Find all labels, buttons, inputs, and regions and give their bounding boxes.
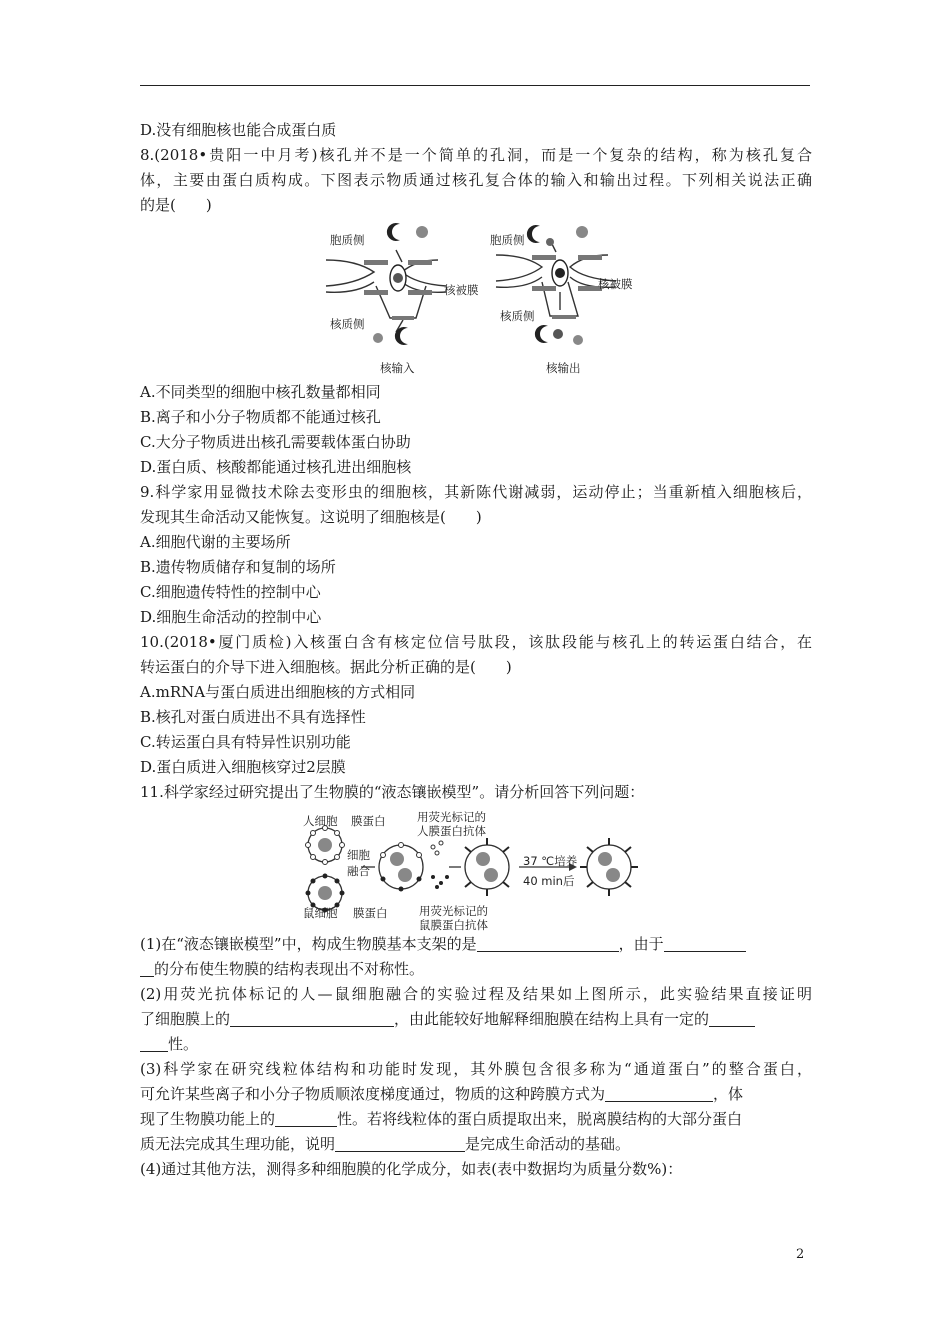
fusion-label-2: 融合 bbox=[347, 864, 370, 878]
mouse-cell-label: 鼠细胞 bbox=[303, 906, 338, 920]
q11-part3-text-d: 现了生物膜功能上的 bbox=[140, 1110, 276, 1128]
q9-option-d: D.细胞生命活动的控制中心 bbox=[140, 608, 322, 626]
q11-part3-text-f: 质无法完成其生理功能，说明 bbox=[140, 1135, 336, 1153]
culture-label-1: 37 ℃培养 bbox=[523, 854, 578, 868]
q11-blank-3[interactable] bbox=[230, 1010, 394, 1027]
q8-stem-line-2: 体，主要由蛋白质构成。下图表示物质通过核孔复合体的输入和输出过程。下列相关说法正确 bbox=[140, 171, 812, 189]
right-nucleoplasm-side-label: 核质侧 bbox=[500, 309, 535, 323]
fusion-label-1: 细胞 bbox=[347, 848, 370, 862]
nuclear-export-caption: 核输出 bbox=[546, 361, 581, 375]
q11-part1-text-b: ，由于 bbox=[618, 935, 664, 953]
left-nucleoplasm-side-label: 核质侧 bbox=[330, 317, 365, 331]
q11-blank-5[interactable] bbox=[605, 1085, 713, 1102]
q11-blank-4b[interactable] bbox=[140, 1035, 168, 1052]
q11-blank-4a[interactable] bbox=[709, 1010, 755, 1027]
q9-option-a: A.细胞代谢的主要场所 bbox=[140, 533, 291, 551]
q9-stem-line-1: 9.科学家用显微技术除去变形虫的细胞核，其新陈代谢减弱，运动停止；当重新植入细胞核后， bbox=[140, 483, 812, 501]
q11-part3-text-e: 性。若将线粒体的蛋白质提取出来，脱离膜结构的大部分蛋白 bbox=[337, 1110, 743, 1128]
q10-stem-line-1: 10.(2018•厦门质检)入核蛋白含有核定位信号肽段，该肽段能与核孔上的转运蛋白结合，在 bbox=[140, 633, 812, 651]
q11-part1-text-a: (1)在“液态镶嵌模型”中，构成生物膜基本支架的是 bbox=[140, 935, 477, 953]
q10-stem-line-2: 转运蛋白的介导下进入细胞核。据此分析正确的是( ) bbox=[140, 658, 512, 676]
q11-blank-2b[interactable] bbox=[140, 960, 154, 977]
q8-option-c: C.大分子物质进出核孔需要载体蛋白协助 bbox=[140, 433, 411, 451]
q9-option-c: C.细胞遗传特性的控制中心 bbox=[140, 583, 321, 601]
left-cytoplasm-side-label: 胞质侧 bbox=[330, 233, 365, 247]
q11-part3-line-3 bbox=[140, 1107, 812, 1132]
q11-part2-line-3 bbox=[140, 1032, 812, 1057]
page-number: 2 bbox=[796, 1247, 805, 1262]
right-cytoplasm-side-label: 胞质侧 bbox=[490, 233, 525, 247]
q11-part3-line-1: (3)科学家在研究线粒体结构和功能时发现，其外膜包含很多称为“通道蛋白”的整合蛋白， bbox=[140, 1060, 812, 1078]
left-nuclear-envelope-label: 核被膜 bbox=[444, 283, 479, 297]
q11-blank-6[interactable] bbox=[275, 1110, 337, 1127]
q11-part3-text-c: ，体 bbox=[713, 1085, 744, 1103]
q11-blank-1[interactable] bbox=[477, 935, 619, 952]
q9-stem-line-2: 发现其生命活动又能恢复。这说明了细胞核是( ) bbox=[140, 508, 482, 526]
membrane-protein-bottom-label: 膜蛋白 bbox=[353, 906, 388, 920]
q11-blank-7[interactable] bbox=[335, 1135, 465, 1152]
page-content bbox=[140, 118, 812, 1182]
q11-part2-text-c: ，由此能较好地解释细胞膜在结构上具有一定的 bbox=[394, 1010, 710, 1028]
q11-part3-line-2 bbox=[140, 1082, 812, 1107]
q8-option-d: D.蛋白质、核酸都能通过核孔进出细胞核 bbox=[140, 458, 412, 476]
q11-part4-line-1: (4)通过其他方法，测得多种细胞膜的化学成分，如表(表中数据均为质量分数%)： bbox=[140, 1160, 683, 1178]
human-cell-label: 人细胞 bbox=[303, 814, 338, 828]
human-antibody-label-1: 用荧光标记的 bbox=[417, 810, 486, 824]
q8-stem-line-3: 的是( ) bbox=[140, 196, 212, 214]
q11-part2-line-1: (2)用荧光抗体标记的人—鼠细胞融合的实验过程及结果如上图所示，此实验结果直接证明 bbox=[140, 985, 812, 1003]
culture-label-2: 40 min后 bbox=[523, 874, 575, 888]
q11-part2-text-d: 性。 bbox=[168, 1035, 199, 1053]
cell-fusion-figure bbox=[301, 807, 651, 932]
q10-option-d: D.蛋白质进入细胞核穿过2层膜 bbox=[140, 758, 346, 776]
q11-blank-2a[interactable] bbox=[664, 935, 746, 952]
q11-stem: 11.科学家经过研究提出了生物膜的“液态镶嵌模型”。请分析回答下列问题： bbox=[140, 783, 645, 801]
q8-stem-line-1: 8.(2018•贵阳一中月考)核孔并不是一个简单的孔洞，而是一个复杂的结构，称为核孔复合 bbox=[140, 146, 812, 164]
right-nuclear-envelope-label: 核被膜 bbox=[598, 277, 633, 291]
nuclear-import-caption: 核输入 bbox=[380, 361, 415, 375]
q11-part2-line-2 bbox=[140, 1007, 812, 1032]
q10-option-a: A.mRNA与蛋白质进出细胞核的方式相同 bbox=[140, 683, 416, 701]
q9-option-b: B.遗传物质储存和复制的场所 bbox=[140, 558, 336, 576]
human-antibody-label-2: 人膜蛋白抗体 bbox=[417, 824, 486, 838]
mouse-antibody-label-1: 用荧光标记的 bbox=[419, 904, 488, 918]
mouse-antibody-label-2: 鼠膜蛋白抗体 bbox=[419, 918, 488, 932]
membrane-protein-top-label: 膜蛋白 bbox=[351, 814, 386, 828]
q11-part1-text-c: 的分布使生物膜的结构表现出不对称性。 bbox=[154, 960, 425, 978]
q11-part3-line-4 bbox=[140, 1132, 812, 1157]
q10-option-c: C.转运蛋白具有特异性识别功能 bbox=[140, 733, 351, 751]
q7-option-d: D.没有细胞核也能合成蛋白质 bbox=[140, 121, 337, 139]
q11-part2-text-b: 了细胞膜上的 bbox=[140, 1010, 231, 1028]
q11-part3-text-b: 可允许某些离子和小分子物质顺浓度梯度通过，物质的这种跨膜方式为 bbox=[140, 1085, 606, 1103]
nuclear-pore-figure bbox=[316, 220, 636, 380]
q11-part1-line-2 bbox=[140, 957, 812, 982]
q8-option-b: B.离子和小分子物质都不能通过核孔 bbox=[140, 408, 381, 426]
q10-option-b: B.核孔对蛋白质进出不具有选择性 bbox=[140, 708, 366, 726]
q11-part3-text-g: 是完成生命活动的基础。 bbox=[465, 1135, 631, 1153]
header-rule bbox=[140, 85, 810, 86]
q8-option-a: A.不同类型的细胞中核孔数量都相同 bbox=[140, 383, 381, 401]
